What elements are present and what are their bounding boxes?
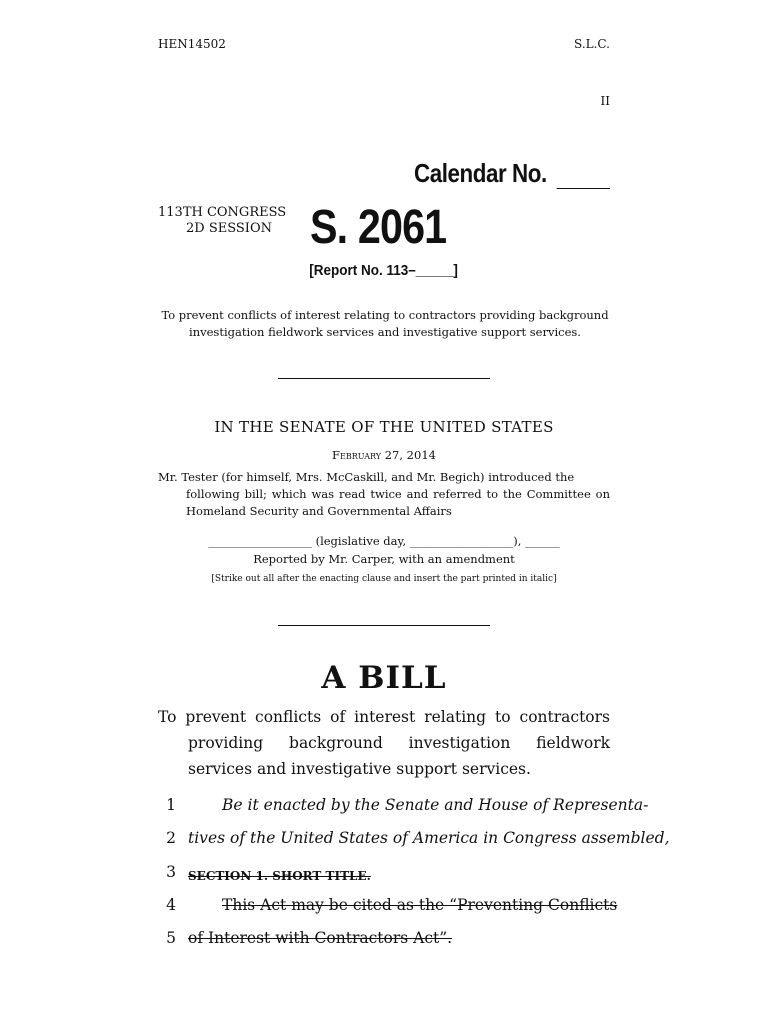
bill-line bbox=[158, 929, 610, 955]
bill-line bbox=[158, 896, 618, 922]
bill-line bbox=[158, 796, 649, 822]
divider-top bbox=[278, 378, 490, 379]
calendar-number bbox=[414, 158, 610, 189]
legislative-day-line: __________________ (legislative day, __________________), ______ bbox=[208, 534, 560, 548]
line-text: tives of the United States of America in Congress assembled, bbox=[188, 829, 670, 847]
reported-by: Reported by Mr. Carper, with an amendment bbox=[253, 552, 515, 566]
bill-line bbox=[158, 863, 610, 889]
line-number: 5 bbox=[166, 929, 176, 947]
line-text: This Act may be cited as the “Preventing Conflicts bbox=[222, 896, 618, 914]
long-title-text: To prevent conflicts of interest relating to contractors providing background investigation fieldwork services and investigative support services. bbox=[158, 708, 610, 778]
document-code: HEN14502 bbox=[158, 37, 226, 51]
purpose-summary: To prevent conflicts of interest relating to contractors providing background investigation fieldwork services and investigative support services. bbox=[161, 308, 609, 339]
line-number: 3 bbox=[166, 863, 176, 881]
senate-heading: IN THE SENATE OF THE UNITED STATES bbox=[214, 418, 554, 436]
introduction-statement bbox=[158, 469, 610, 520]
introduction-date: February 27, 2014 bbox=[332, 448, 436, 462]
line-text: Be it enacted by the Senate and House of Representa- bbox=[222, 796, 649, 814]
introduction-continuation: following bill; which was read twice and referred to the Committee on Homeland Security and Governmental Affairs bbox=[186, 487, 610, 518]
congress-label: 113TH CONGRESS bbox=[158, 205, 287, 220]
section-heading: SECTION 1. SHORT TITLE. bbox=[188, 869, 371, 883]
version-numeral: II bbox=[600, 94, 610, 108]
bill-heading: A BILL bbox=[321, 660, 447, 696]
line-text: of Interest with Contractors Act”. bbox=[188, 929, 453, 947]
report-number-text: [Report No. 113–_____] bbox=[309, 262, 459, 279]
office-code: S.L.C. bbox=[574, 37, 610, 51]
strike-instruction: [Strike out all after the enacting clause and insert the part printed in italic] bbox=[211, 574, 557, 584]
calendar-label: Calendar No. bbox=[413, 158, 547, 188]
bill-line bbox=[158, 829, 670, 855]
introduction-first-line: Mr. Tester (for himself, Mrs. McCaskill, and Mr. Begich) introduced the bbox=[158, 470, 575, 484]
line-number: 1 bbox=[166, 796, 176, 814]
line-number: 2 bbox=[166, 829, 176, 847]
congress-session-block bbox=[158, 205, 286, 237]
bill-number: S. 2061 bbox=[310, 201, 447, 254]
session-label: 2D SESSION bbox=[186, 221, 272, 236]
calendar-blank bbox=[557, 164, 610, 189]
divider-bottom bbox=[278, 625, 490, 626]
long-title bbox=[158, 704, 610, 782]
line-number: 4 bbox=[166, 896, 176, 914]
report-number bbox=[0, 262, 768, 279]
